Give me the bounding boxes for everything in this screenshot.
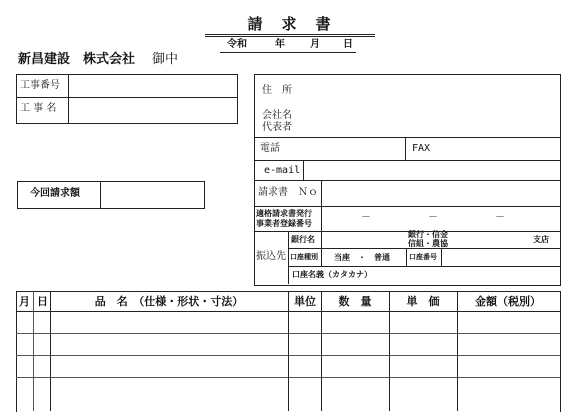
amount-field[interactable]: [102, 182, 202, 207]
bank-name-label: 銀行名: [291, 235, 315, 244]
amount-label: 今回請求額: [30, 188, 80, 199]
address-label: 住 所: [262, 85, 292, 96]
table-row[interactable]: [17, 312, 558, 333]
project-number-label: 工事番号: [20, 80, 60, 91]
col-header-amount: 金額（税別）: [475, 295, 541, 308]
email-divider: [303, 160, 304, 180]
account-no-divider-b: [441, 248, 442, 266]
bank-name-divider: [321, 231, 322, 248]
account-type-options: 当座 ・ 普通: [334, 253, 390, 262]
amount-divider: [100, 181, 101, 208]
date-day: 日: [343, 39, 353, 50]
col-header-unit: 単位: [294, 295, 316, 308]
bank-name-field[interactable]: [323, 232, 405, 247]
col-header-month: 月: [19, 295, 30, 308]
project-number-field[interactable]: [70, 75, 236, 96]
document-title: 請 求 書: [247, 15, 333, 33]
date-era: 令和: [227, 39, 247, 50]
registration-label-line2: 事業者登録番号: [256, 219, 312, 228]
bank-types-line1: 銀行・信金: [408, 230, 448, 239]
account-type-divider: [321, 248, 322, 266]
invoice-no-field[interactable]: [323, 181, 558, 205]
bank-label-divider: [288, 231, 289, 284]
bank-transfer-label: 振込先: [256, 251, 286, 262]
account-number-field[interactable]: [443, 249, 558, 265]
registration-label-line1: 適格請求書発行: [256, 209, 312, 218]
col-header-quantity: 数 量: [338, 295, 372, 308]
col-header-unit-price: 単 価: [406, 295, 440, 308]
phone-field[interactable]: [290, 138, 404, 159]
account-holder-label: 口座名義（カタカナ）: [292, 270, 372, 279]
account-no-divider-a: [406, 248, 407, 266]
account-number-label: 口座番号: [409, 253, 437, 261]
phone-label: 電話: [260, 143, 280, 154]
col-header-item: 品 名 （仕様・形状・寸法）: [94, 295, 244, 308]
registration-dash-1: －: [361, 212, 371, 223]
date-year: 年: [275, 39, 285, 50]
address-field[interactable]: [300, 76, 558, 106]
fax-divider: [405, 137, 406, 160]
email-field[interactable]: [305, 161, 558, 179]
registration-dash-2: －: [428, 212, 438, 223]
invoice-no-divider: [321, 180, 322, 206]
col-header-day: 日: [37, 295, 48, 308]
company-field[interactable]: [300, 107, 558, 136]
company-label: 会社名: [262, 110, 292, 121]
branch-field[interactable]: [460, 232, 530, 247]
rep-label: 代表者: [262, 122, 292, 133]
recipient-suffix: 御中: [152, 52, 179, 67]
registration-number-field[interactable]: [323, 207, 558, 230]
email-label: e-mail: [264, 165, 301, 176]
account-type-label: 口座種別: [290, 253, 318, 261]
reg-divider: [321, 206, 322, 231]
table-row[interactable]: [17, 378, 558, 402]
recipient-company: 新昌建設 株式会社: [18, 52, 136, 67]
project-name-field[interactable]: [70, 98, 236, 122]
title-underline: [205, 34, 375, 35]
project-name-label: 工 事 名: [20, 103, 57, 114]
table-row[interactable]: [17, 356, 558, 377]
branch-label: 支店: [533, 235, 549, 244]
bank-types-line2: 信組・農協: [408, 239, 448, 248]
account-holder-field[interactable]: [372, 267, 558, 283]
registration-dash-3: －: [495, 212, 505, 223]
table-row[interactable]: [17, 334, 558, 355]
date-underline: [220, 52, 356, 53]
date-month: 月: [310, 39, 320, 50]
fax-field[interactable]: [440, 138, 558, 159]
fax-label: FAX: [412, 143, 431, 154]
project-label-divider: [68, 74, 69, 123]
title-underline-2: [205, 36, 375, 37]
invoice-no-label: 請求書 Ｎｏ: [258, 187, 318, 198]
